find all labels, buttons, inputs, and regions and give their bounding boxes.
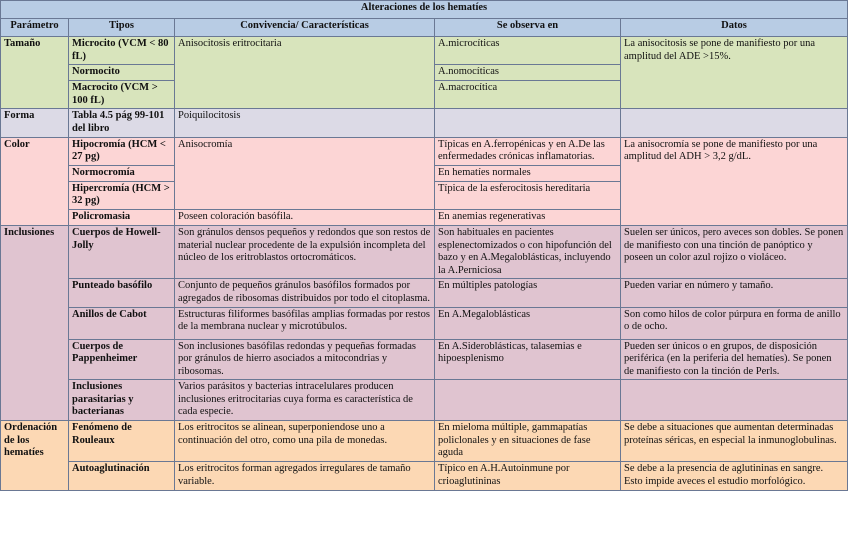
header-parametro: Parámetro	[1, 19, 69, 37]
tipo-cell: Hipercromía (HCM > 32 pg)	[69, 181, 175, 209]
observa-cell	[435, 380, 621, 421]
tipo-cell: Anillos de Cabot	[69, 307, 175, 339]
observa-cell: Son habituales en pacientes esplenectomizados o con hipofunción del bazo y en A.Megaloblásticas, incluyendo la A.Perniciosa	[435, 225, 621, 278]
caracteristicas-cell: Anisocromía	[175, 137, 435, 209]
tipo-cell: Inclusiones parasitarias y bacterianas	[69, 380, 175, 421]
caracteristicas-cell: Varios parásitos y bacterias intracelulares producen inclusiones eritrocitarias cuya forma es característica de cada especie.	[175, 380, 435, 421]
datos-cell: La anisocitosis se pone de manifiesto por una amplitud del ADE >15%.	[621, 37, 848, 109]
tipo-cell: Normocito	[69, 65, 175, 81]
datos-cell: Suelen ser únicos, pero aveces son dobles. Se ponen de manifiesto con una tinción de panóptico y poseen un color azul rojizo o violáceo.	[621, 225, 848, 278]
datos-cell: Se debe a situaciones que aumentan determinadas proteínas séricas, en especial la inmunoglobulinas.	[621, 421, 848, 462]
tipo-cell: Cuerpos de Howell-Jolly	[69, 225, 175, 278]
datos-cell: Pueden ser únicos o en grupos, de disposición periférica (en la periferia del hematíes). Se ponen de manifiesto con la tinción de Perls.	[621, 339, 848, 380]
caracteristicas-cell: Los eritrocitos se alinean, superponiendose uno a continuación del otro, como una pila de monedas.	[175, 421, 435, 462]
caracteristicas-cell: Conjunto de pequeños gránulos basófilos formados por agregados de ribosomas distribuidos por todo el citoplasma.	[175, 279, 435, 307]
tipo-cell: Macrocito (VCM > 100 fL)	[69, 81, 175, 109]
observa-cell: A.nomocíticas	[435, 65, 621, 81]
caracteristicas-cell: Anisocitosis eritrocitaria	[175, 37, 435, 109]
tipo-cell: Autoaglutinación	[69, 462, 175, 491]
observa-cell: En anemias regenerativas	[435, 209, 621, 225]
table-title: Alteraciones de los hematíes	[1, 1, 848, 19]
observa-cell	[435, 109, 621, 137]
observa-cell: Típica de la esferocitosis hereditaria	[435, 181, 621, 209]
observa-cell: En A.Sideroblásticas, talasemias e hipoesplenismo	[435, 339, 621, 380]
header-observa: Se observa en	[435, 19, 621, 37]
caracteristicas-cell: Los eritrocitos forman agregados irregulares de tamaño variable.	[175, 462, 435, 491]
observa-cell: Típicas en A.ferropénicas y en A.De las enfermedades crónicas inflamatorias.	[435, 137, 621, 165]
caracteristicas-cell: Poiquilocitosis	[175, 109, 435, 137]
tipo-cell: Hipocromía (HCM < 27 pg)	[69, 137, 175, 165]
header-caracteristicas: Convivencia/ Características	[175, 19, 435, 37]
table-row	[1, 380, 848, 421]
observa-cell: Típico en A.H.Autoinmune por crioaglutininas	[435, 462, 621, 491]
observa-cell: A.macrocítica	[435, 81, 621, 109]
title-row	[1, 1, 848, 19]
observa-cell: A.microcíticas	[435, 37, 621, 65]
datos-cell: Son como hilos de color púrpura en forma de anillo o de ocho.	[621, 307, 848, 339]
datos-cell: Se debe a la presencia de aglutininas en sangre. Esto impide aveces el estudio morfológico.	[621, 462, 848, 491]
table-row	[1, 109, 848, 137]
tipo-cell: Policromasia	[69, 209, 175, 225]
datos-cell: La anisocromía se pone de manifiesto por una amplitud del ADH > 3,2 g/dL.	[621, 137, 848, 225]
observa-cell: En hematíes normales	[435, 165, 621, 181]
table-row	[1, 421, 848, 462]
datos-cell: Pueden variar en número y tamaño.	[621, 279, 848, 307]
param-inclusiones: Inclusiones	[1, 225, 69, 420]
param-tamano: Tamaño	[1, 37, 69, 109]
tipo-cell: Cuerpos de Pappenheimer	[69, 339, 175, 380]
caracteristicas-cell: Son inclusiones basófilas redondas y pequeñas formadas por gránulos de hierro asociados a mitocondrias y ribosomas.	[175, 339, 435, 380]
param-ordenacion: Ordenación de los hematíes	[1, 421, 69, 491]
header-tipos: Tipos	[69, 19, 175, 37]
table-row	[1, 37, 848, 65]
tipo-cell: Punteado basófilo	[69, 279, 175, 307]
table-row	[1, 339, 848, 380]
tipo-cell: Microcito (VCM < 80 fL)	[69, 37, 175, 65]
tipo-cell: Tabla 4.5 pág 99-101 del libro	[69, 109, 175, 137]
observa-cell: En mieloma múltiple, gammapatías policlonales y en situaciones de fase aguda	[435, 421, 621, 462]
tipo-cell: Fenómeno de Rouleaux	[69, 421, 175, 462]
table-row	[1, 137, 848, 165]
table-row	[1, 462, 848, 491]
caracteristicas-cell: Estructuras filiformes basófilas amplias formadas por restos de la membrana nuclear y microtúbulos.	[175, 307, 435, 339]
table-row	[1, 307, 848, 339]
tipo-cell: Normocromía	[69, 165, 175, 181]
datos-cell	[621, 380, 848, 421]
header-datos: Datos	[621, 19, 848, 37]
header-row	[1, 19, 848, 37]
observa-cell: En A.Megaloblásticas	[435, 307, 621, 339]
table-row	[1, 225, 848, 278]
caracteristicas-cell: Poseen coloración basófila.	[175, 209, 435, 225]
table-row	[1, 279, 848, 307]
observa-cell: En múltiples patologías	[435, 279, 621, 307]
caracteristicas-cell: Son gránulos densos pequeños y redondos que son restos de material nuclear procedente de la expulsión incompleta del núcleo de los eritroblastos ortocromáticos.	[175, 225, 435, 278]
param-color: Color	[1, 137, 69, 225]
datos-cell	[621, 109, 848, 137]
param-forma: Forma	[1, 109, 69, 137]
